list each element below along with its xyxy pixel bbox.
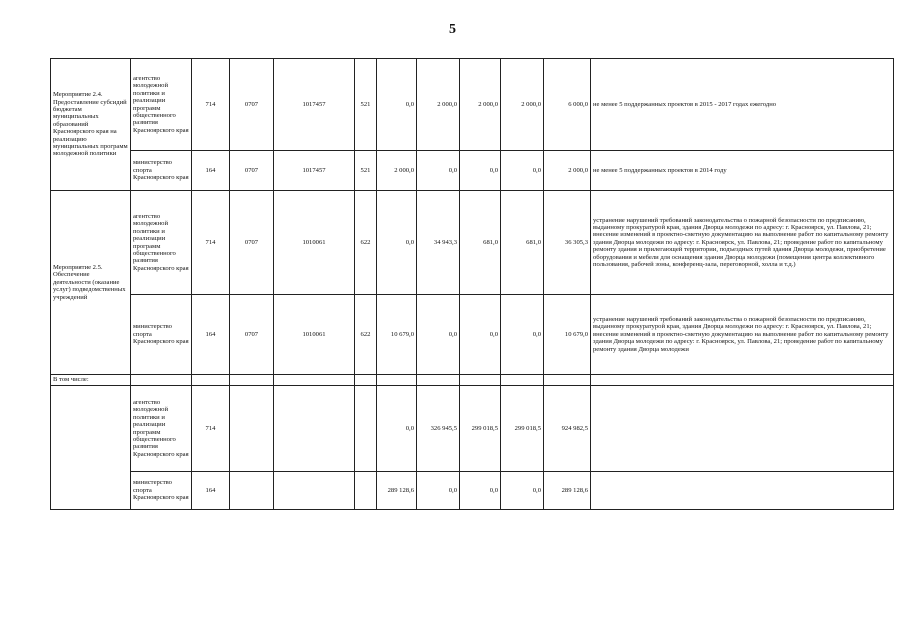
- grbs-cell: 714: [192, 191, 230, 295]
- rzpr-cell: [230, 472, 274, 510]
- subtotal-heading-cell: В том числе:: [51, 375, 131, 386]
- amount-2014-cell: 289 128,6: [377, 472, 417, 510]
- empty-cell: [501, 375, 544, 386]
- vr-cell: [355, 386, 377, 472]
- empty-cell: [460, 375, 501, 386]
- table-row: [51, 472, 894, 510]
- vr-cell: 521: [355, 59, 377, 151]
- empty-cell: [417, 375, 460, 386]
- executor-cell: министерство спорта Красноярского края: [131, 472, 192, 510]
- result-cell: не менее 5 поддержанных проектов в 2014 году: [591, 151, 894, 191]
- empty-cell: [591, 375, 894, 386]
- rzpr-cell: 0707: [230, 151, 274, 191]
- table-row: [51, 375, 894, 386]
- rzpr-cell: 0707: [230, 59, 274, 151]
- amount-2014-cell: 0,0: [377, 59, 417, 151]
- amount-total-cell: 289 128,6: [544, 472, 591, 510]
- amount-2015-cell: 2 000,0: [417, 59, 460, 151]
- amount-total-cell: 924 982,5: [544, 386, 591, 472]
- result-cell: [591, 386, 894, 472]
- amount-2017-cell: 681,0: [501, 191, 544, 295]
- amount-2014-cell: 0,0: [377, 386, 417, 472]
- vr-cell: 521: [355, 151, 377, 191]
- empty-cell: [230, 375, 274, 386]
- amount-2014-cell: 10 679,0: [377, 295, 417, 375]
- empty-cell: [274, 375, 355, 386]
- amount-2015-cell: 0,0: [417, 295, 460, 375]
- table-row: [51, 295, 894, 375]
- empty-cell: [355, 375, 377, 386]
- amount-2015-cell: 0,0: [417, 151, 460, 191]
- executor-cell: министерство спорта Красноярского края: [131, 295, 192, 375]
- empty-cell: [377, 375, 417, 386]
- empty-cell: [131, 375, 192, 386]
- result-cell: [591, 472, 894, 510]
- result-cell: устранение нарушений требований законодательства о пожарной безопасности по предписанию, выданному прокуратурой края, здания Дворца молодежи по адресу: г. Красноярск, ул. Павлова, 21; внесение изменений в проектно-сметную документацию на выполнение работ по капитальному ремонту здания Дворца молодежи по адресу: г. Красноярск, ул. Павлова, 21; проведение работ по капитальному ремонту здания Дворца молодежи: [591, 295, 894, 375]
- budget-table: [50, 58, 894, 510]
- grbs-cell: 164: [192, 472, 230, 510]
- vr-cell: 622: [355, 295, 377, 375]
- csr-cell: 1010061: [274, 191, 355, 295]
- table-row: [51, 386, 894, 472]
- csr-cell: [274, 472, 355, 510]
- amount-2016-cell: 681,0: [460, 191, 501, 295]
- empty-cell: [544, 375, 591, 386]
- csr-cell: 1010061: [274, 295, 355, 375]
- vr-cell: 622: [355, 191, 377, 295]
- result-cell: устранение нарушений требований законодательства о пожарной безопасности по предписанию, выданному прокуратурой края, здания Дворца молодежи по адресу: г. Красноярск, ул. Павлова, 21; внесение изменений в проектно-сметную документацию на выполнение работ по капитальному ремонту здания Дворца молодежи по адресу: г. Красноярск, ул. Павлова, 21; проведение работ по капитальному ремонту здания и прилегающей территории, подъездных путей здания Дворца молодежи, приобретение оборудования и мебели для оснащения здания Дворца молодежи (помещения центра коллективного пользования, рабочей зоны, конференц-зала, переговорной, холла и т.д.): [591, 191, 894, 295]
- grbs-cell: 714: [192, 386, 230, 472]
- rzpr-cell: 0707: [230, 295, 274, 375]
- grbs-cell: 164: [192, 151, 230, 191]
- measure-name-cell: Мероприятие 2.4. Предоставление субсидий бюджетам муниципальных образований Красноярского края на реализацию муниципальных программ молодежной политики: [51, 59, 131, 191]
- amount-total-cell: 36 305,3: [544, 191, 591, 295]
- csr-cell: [274, 386, 355, 472]
- amount-2017-cell: 0,0: [501, 472, 544, 510]
- table-row: [51, 151, 894, 191]
- amount-2016-cell: 0,0: [460, 295, 501, 375]
- amount-2016-cell: 2 000,0: [460, 59, 501, 151]
- rzpr-cell: [230, 386, 274, 472]
- table-row: [51, 59, 894, 151]
- executor-cell: министерство спорта Красноярского края: [131, 151, 192, 191]
- result-cell: не менее 5 поддержанных проектов в 2015 - 2017 годах ежегодно: [591, 59, 894, 151]
- amount-2015-cell: 326 945,5: [417, 386, 460, 472]
- amount-total-cell: 6 000,0: [544, 59, 591, 151]
- csr-cell: 1017457: [274, 151, 355, 191]
- amount-total-cell: 2 000,0: [544, 151, 591, 191]
- amount-2017-cell: 299 018,5: [501, 386, 544, 472]
- empty-cell: [51, 386, 131, 510]
- executor-cell: агентство молодежной политики и реализации программ общественного развития Красноярского края: [131, 191, 192, 295]
- amount-2017-cell: 0,0: [501, 151, 544, 191]
- amount-2015-cell: 34 943,3: [417, 191, 460, 295]
- grbs-cell: 164: [192, 295, 230, 375]
- amount-2015-cell: 0,0: [417, 472, 460, 510]
- executor-cell: агентство молодежной политики и реализации программ общественного развития Красноярского края: [131, 59, 192, 151]
- grbs-cell: 714: [192, 59, 230, 151]
- amount-2014-cell: 0,0: [377, 191, 417, 295]
- amount-2017-cell: 2 000,0: [501, 59, 544, 151]
- amount-2016-cell: 0,0: [460, 472, 501, 510]
- page-number: 5: [449, 22, 456, 37]
- amount-2014-cell: 2 000,0: [377, 151, 417, 191]
- executor-cell: агентство молодежной политики и реализации программ общественного развития Красноярского края: [131, 386, 192, 472]
- measure-name-cell: Мероприятие 2.5. Обеспечение деятельности (оказание услуг) подведомственных учреждений: [51, 191, 131, 375]
- vr-cell: [355, 472, 377, 510]
- empty-cell: [192, 375, 230, 386]
- table-row: [51, 191, 894, 295]
- amount-total-cell: 10 679,0: [544, 295, 591, 375]
- csr-cell: 1017457: [274, 59, 355, 151]
- amount-2016-cell: 0,0: [460, 151, 501, 191]
- amount-2016-cell: 299 018,5: [460, 386, 501, 472]
- amount-2017-cell: 0,0: [501, 295, 544, 375]
- rzpr-cell: 0707: [230, 191, 274, 295]
